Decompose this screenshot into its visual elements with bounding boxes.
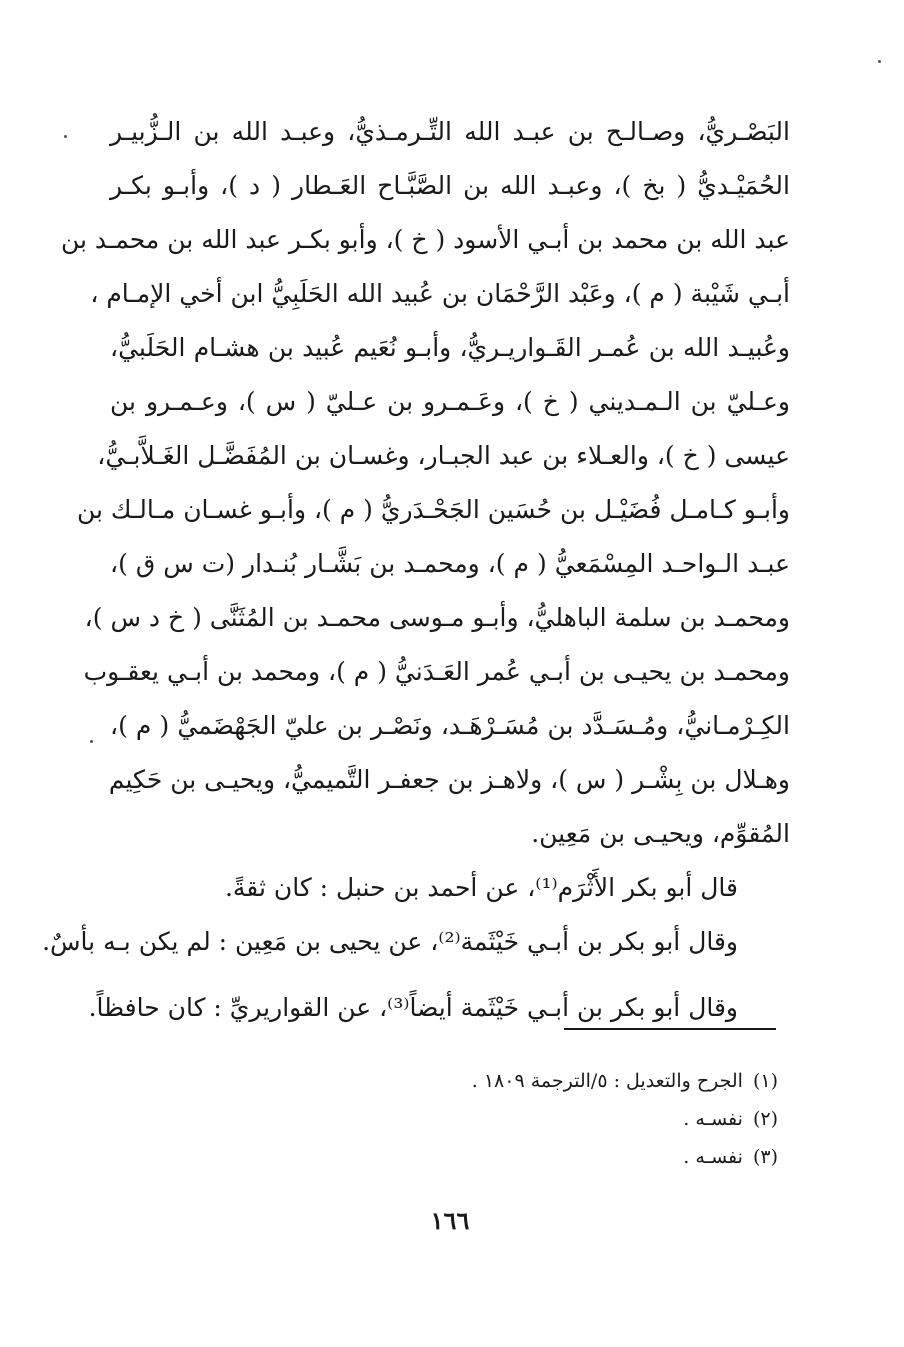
footnote-number: (١)	[752, 1070, 778, 1092]
footnote-text: الجرح والتعديل : ٥/الترجمة ١٨٠٩ .	[471, 1070, 743, 1092]
text-line: ومحمـد بن سلمة الباهليُّ، وأبـو مـوسى محمـد بن المُثَنَّى ( خ د س )،	[84, 603, 790, 632]
text-line: وعـليّ بن الـمـديني ( خ )، وعَـمـرو بن عـليّ ( س )، وعـمـرو بن	[110, 387, 790, 416]
page-number: ١٦٦	[430, 1206, 470, 1235]
text-line: وهـلال بن بِشْـر ( س )، ولاهـز بن جعفـر التَّميميُّ، ويحيـى بن حَكِيم	[108, 765, 790, 794]
footnote	[300, 1138, 778, 1176]
quote-line: وقال أبو بكر بن أبـي خَيْثَمة أيضاً⁽³⁾، عن القواريريِّ : كان حافظاً.	[88, 993, 738, 1022]
scan-speck	[90, 740, 93, 743]
text-line: عبد الله بن محمد بن أبـي الأسود ( خ )، وأبو بكـر عبد الله بن محمـد بن	[60, 225, 790, 254]
footnote	[300, 1062, 778, 1100]
footnote-text: نفسـه .	[683, 1146, 743, 1168]
text-line: المُقوِّم، ويحيـى بن مَعِين.	[531, 819, 790, 848]
footnote	[300, 1100, 778, 1138]
text-line: أبـي شَيْبة ( م )، وعَبْد الرَّحْمَان بن عُبيد الله الحَلَبِيُّ ابن أخي الإمـام ،	[90, 279, 790, 308]
scan-speck	[64, 135, 67, 138]
text-line: عبـد الـواحـد المِسْمَعيُّ ( م )، ومحمـد بن بَشَّـار بُنـدار (ت س ق )،	[110, 549, 790, 578]
text-line: الحُمَيْـديُّ ( بخ )، وعبـد الله بن الصَّبَّـاح العَـطار ( د )، وأبـو بكـر	[110, 171, 790, 200]
text-line: عيسى ( خ )، والعـلاء بن عبد الجبـار، وغسـان بن المُفَضَّـل الغَـلاَّبـيُّ،	[97, 441, 790, 470]
footnote-separator	[564, 1028, 776, 1030]
footnotes	[300, 1062, 778, 1176]
footnote-number: (٢)	[752, 1108, 778, 1130]
text-line: وأبـو كـامـل فُضَيْـل بن حُسَين الجَحْـدَريُّ ( م )، وأبـو غسـان مـالـك بن	[76, 495, 790, 524]
main-text	[42, 105, 790, 1035]
text-line: وعُبيـد الله بن عُمـر القَـواريـريُّ، وأبـو نُعَيم عُبيد بن هشـام الحَلَبيُّ،	[110, 333, 790, 362]
text-line: الكِـرْمـانيُّ، ومُـسَـدَّد بن مُسَـرْهَـد، ونَصْـر بن عليّ الجَهْضَميُّ ( م )،	[110, 711, 790, 740]
text-line: ومحمـد بن يحيـى بن أبـي عُمر العَـدَنيُّ ( م )، ومحمد بن أبـي يعقـوب	[83, 657, 790, 686]
footnote-number: (٣)	[752, 1146, 778, 1168]
footnote-text: نفسـه .	[683, 1108, 743, 1130]
quote-line: قال أبو بكر الأَثْرَم⁽¹⁾، عن أحمد بن حنبل : كان ثقةً.	[224, 873, 738, 902]
quote-line: وقال أبو بكر بن أبـي خَيْثَمة⁽²⁾، عن يحيى بن مَعِين : لم يكن بـه بأسٌ.	[42, 927, 738, 956]
scan-speck	[878, 60, 881, 63]
text-line: البَصْـريُّ، وصـالـح بن عبـد الله التِّـرمـذيُّ، وعبـد الله بن الـزُّبيـر	[110, 117, 790, 146]
